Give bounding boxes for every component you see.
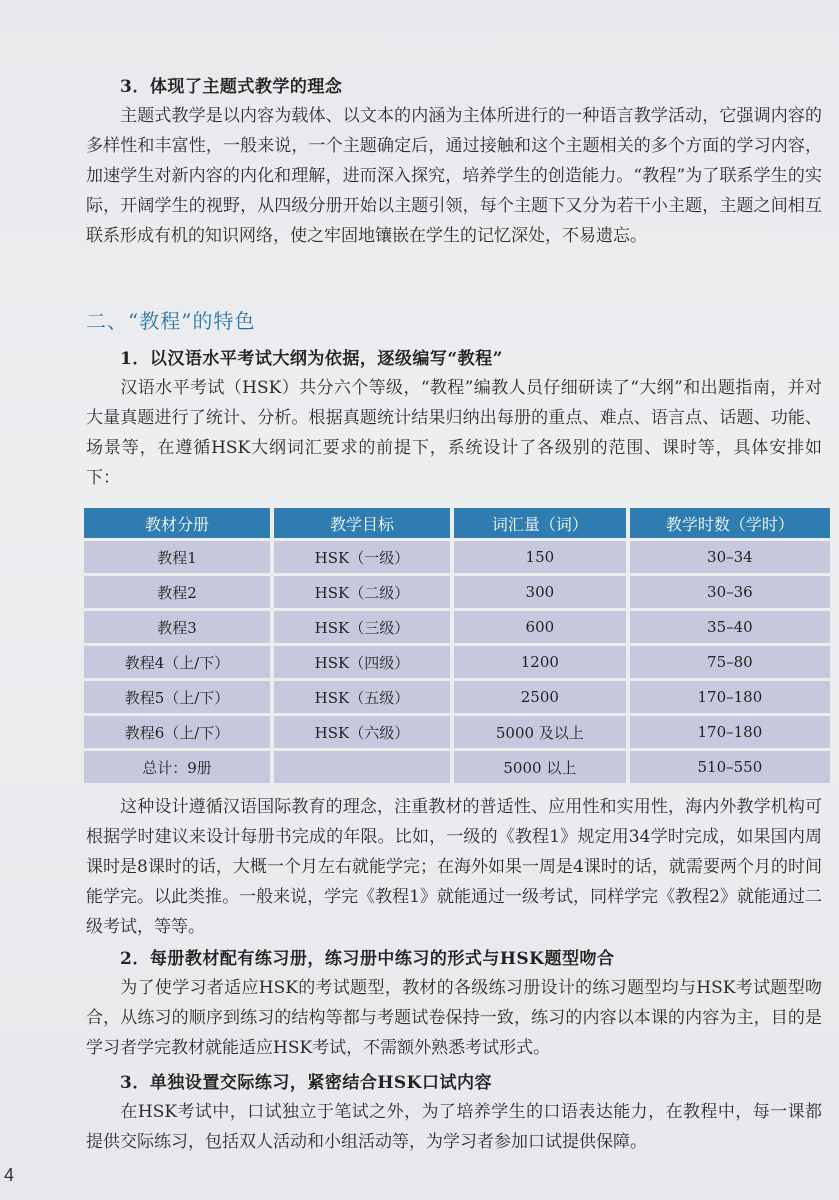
paragraph-text: 汉语水平考试（HSK）共分六个等级，“教程”编教人员仔细研读了“大纲”和出题指南，并对大量真题进行了统计、分析。根据真题统计结果归纳出每册的重点、难点、语言点、话题、功能、场景等，在遵循HSK大纲词汇要求的前提下，系统设计了各级别的范围、课时等，具体安排如下： (86, 378, 822, 488)
cell-vocabulary: 150 (454, 541, 626, 573)
table-row (84, 576, 830, 608)
cell-vocabulary: 2500 (454, 681, 626, 713)
heading-item-2: 2．每册教材配有练习册，练习册中练习的形式与HSK题型吻合 (120, 949, 615, 969)
table-row (84, 716, 830, 748)
cell-volume: 总计：9册 (84, 751, 270, 783)
section-heading-theme-teaching: 3．体现了主题式教学的理念 (120, 77, 343, 97)
cell-target: HSK（五级） (274, 681, 450, 713)
heading-item-3: 3．单独设置交际练习，紧密结合HSK口试内容 (120, 1073, 492, 1093)
hsk-course-table (80, 505, 834, 786)
cell-target: HSK（一级） (274, 541, 450, 573)
cell-vocabulary: 300 (454, 576, 626, 608)
cell-vocabulary: 600 (454, 611, 626, 643)
cell-volume: 教程5（上/下） (84, 681, 270, 713)
page-number: 4 (4, 1165, 15, 1185)
table-row (84, 646, 830, 678)
paragraph-text: 在HSK考试中，口试独立于笔试之外，为了培养学生的口语表达能力，在教程中，每一课都提供交际练习，包括双人活动和小组活动等，为学习者参加口试提供保障。 (86, 1102, 822, 1152)
header-hours: 教学时数（学时） (630, 508, 830, 538)
cell-volume: 教程4（上/下） (84, 646, 270, 678)
header-vocabulary: 词汇量（词） (454, 508, 626, 538)
cell-volume: 教程1 (84, 541, 270, 573)
table-row (84, 681, 830, 713)
cell-hours: 170–180 (630, 681, 830, 713)
paragraph-item-1 (86, 373, 822, 493)
cell-target: HSK（六级） (274, 716, 450, 748)
table-header-row (84, 508, 830, 538)
cell-vocabulary: 1200 (454, 646, 626, 678)
cell-vocabulary: 5000 及以上 (454, 716, 626, 748)
cell-target: HSK（二级） (274, 576, 450, 608)
header-volume: 教材分册 (84, 508, 270, 538)
cell-target: HSK（三级） (274, 611, 450, 643)
section-title-features: 二、“教程”的特色 (86, 309, 256, 333)
paragraph-item-3 (86, 1097, 822, 1157)
paragraph-item-2 (86, 973, 822, 1063)
cell-volume: 教程2 (84, 576, 270, 608)
cell-target (274, 751, 450, 783)
paragraph-design-notes (86, 792, 822, 942)
table-row (84, 611, 830, 643)
cell-vocabulary: 5000 以上 (454, 751, 626, 783)
paragraph-theme-teaching (86, 101, 822, 251)
cell-hours: 30–36 (630, 576, 830, 608)
cell-target: HSK（四级） (274, 646, 450, 678)
table-row-total (84, 751, 830, 783)
cell-volume: 教程3 (84, 611, 270, 643)
cell-hours: 35–40 (630, 611, 830, 643)
heading-item-1: 1．以汉语水平考试大纲为依据，逐级编写“教程” (120, 349, 503, 369)
table-row (84, 541, 830, 573)
cell-hours: 75–80 (630, 646, 830, 678)
cell-volume: 教程6（上/下） (84, 716, 270, 748)
cell-hours: 510–550 (630, 751, 830, 783)
paragraph-text: 主题式教学是以内容为载体、以文本的内涵为主体所进行的一种语言教学活动，它强调内容的多样性和丰富性，一般来说，一个主题确定后，通过接触和这个主题相关的多个方面的学习内容，加速学生对新内容的内化和理解，进而深入探究，培养学生的创造能力。“教程”为了联系学生的实际，开阔学生的视野，从四级分册开始以主题引领，每个主题下又分为若干小主题，主题之间相互联系形成有机的知识网络，使之牢固地镶嵌在学生的记忆深处，不易遗忘。 (86, 106, 822, 246)
paragraph-text: 为了使学习者适应HSK的考试题型，教材的各级练习册设计的练习题型均与HSK考试题型吻合，从练习的顺序到练习的结构等都与考题试卷保持一致，练习的内容以本课的内容为主，目的是学习者学完教材就能适应HSK考试，不需额外熟悉考试形式。 (86, 978, 822, 1058)
cell-hours: 170–180 (630, 716, 830, 748)
cell-hours: 30–34 (630, 541, 830, 573)
paragraph-text: 这种设计遵循汉语国际教育的理念，注重教材的普适性、应用性和实用性，海内外教学机构可根据学时建议来设计每册书完成的年限。比如，一级的《教程1》规定用34学时完成，如果国内周课时是8课时的话，大概一个月左右就能学完；在海外如果一周是4课时的话，就需要两个月的时间能学完。以此类推。一般来说，学完《教程1》就能通过一级考试，同样学完《教程2》就能通过二级考试，等等。 (86, 797, 822, 937)
header-target: 教学目标 (274, 508, 450, 538)
